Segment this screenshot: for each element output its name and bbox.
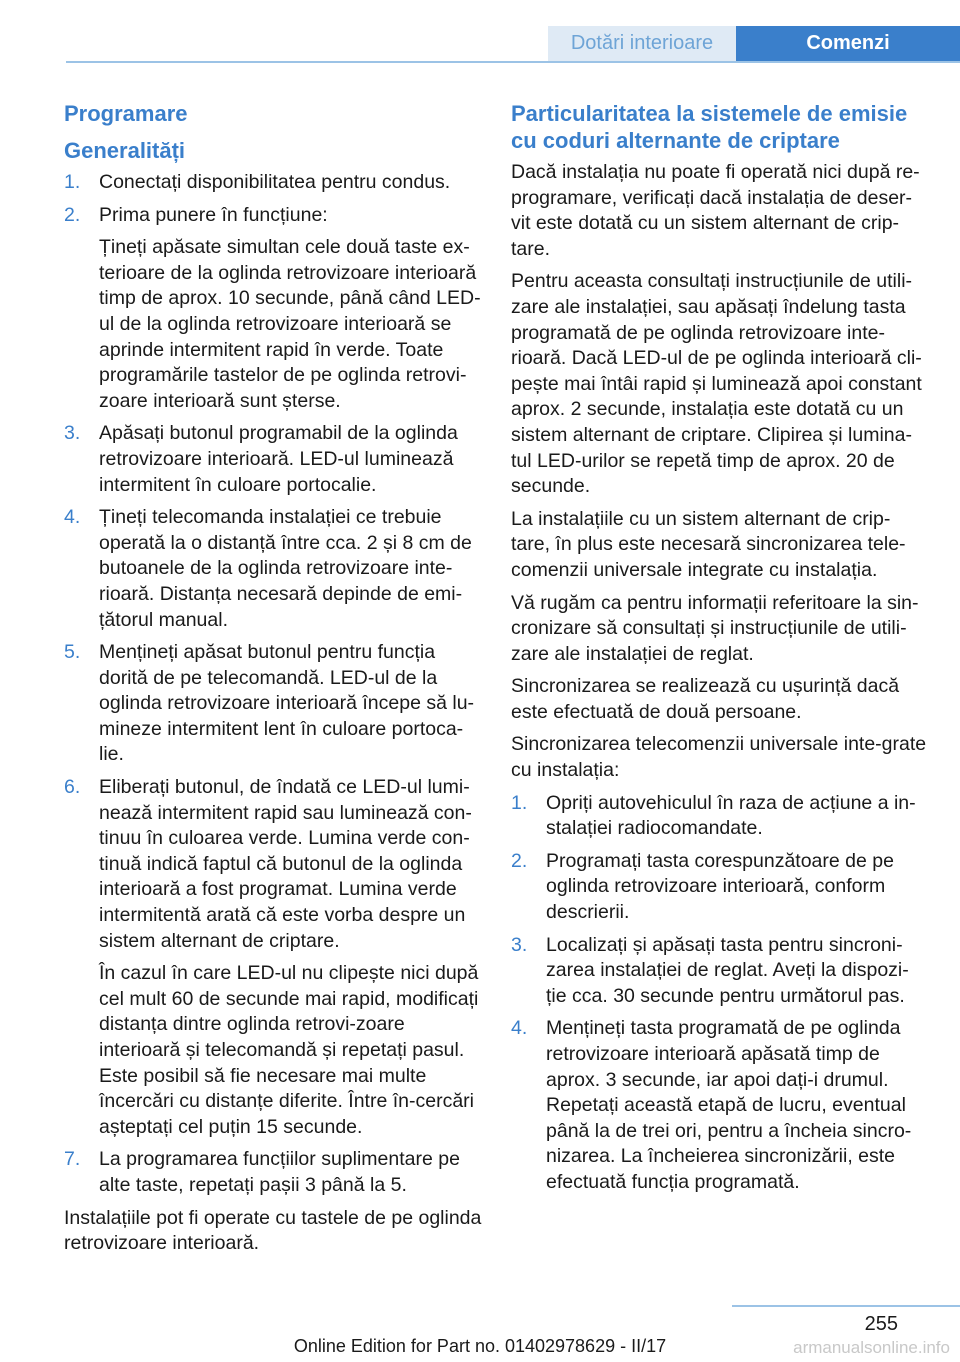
header-tab-section xyxy=(548,26,736,61)
header-tab-section-label: Dotări interioare xyxy=(570,32,714,54)
step-number: 6. xyxy=(64,776,81,799)
list-item xyxy=(64,170,482,196)
sync-steps xyxy=(511,791,929,1196)
step-text: Apăsați butonul programabil de la oglinda retrovizoare interioară. LED-ul luminează intermitent în culoare portocalie. xyxy=(99,422,458,496)
header-tab-active xyxy=(736,26,960,61)
step-text: Opriți autovehiculul în raza de acțiune a in-stalației radiocomandate. xyxy=(546,791,916,840)
step-note: În cazul în care LED-ul nu clipește nici după cel mult 60 de secunde mai rapid, modificați distanța dintre oglinda retrovi-zoare interioară și telecomandă și repetați pasul. Este posibil să fie necesare mai multe încercări cu distanțe diferite. Între în-cercări așteptați cel puțin 15 secunde. xyxy=(99,962,479,1138)
step-text: Țineți telecomanda instalației ce trebuie operată la o distanță între cca. 2 și 8 cm de butoanele de la oglinda retrovizoare inte-rioară. Distanța necesară depinde de emi-țătorul manual. xyxy=(99,506,472,631)
step-number: 3. xyxy=(511,933,528,956)
paragraph: Sincronizarea telecomenzii universale inte-grate cu instalația: xyxy=(511,733,927,782)
section-title: Particularitatea la sistemele de emisie cu coduri alternante de criptare xyxy=(511,101,908,153)
footer-rule xyxy=(732,1305,960,1307)
step-note: Țineți apăsate simultan cele două taste ex-terioare de la oglinda retrovizoare interioară timp de aprox. 10 secunde, până când LED-ul de la oglinda retrovizoare interioară se aprinde intermitent rapid în verde. Toate programările tastelor de pe oglinda retrovi-zoare interioară sunt șterse. xyxy=(99,236,481,412)
section-title: Programare xyxy=(64,101,188,126)
step-text: Prima punere în funcțiune: xyxy=(99,203,328,226)
paragraph: Vă rugăm ca pentru informații referitoare la sin-cronizare să consultați și instrucțiunile de utili-zare ale instalației de reglat. xyxy=(511,591,919,665)
header-tab-active-label: Comenzi xyxy=(806,32,890,54)
step-number: 1. xyxy=(64,171,81,193)
step-number: 2. xyxy=(511,849,528,872)
subsection-title: Generalități xyxy=(64,138,186,163)
step-number: 5. xyxy=(64,641,81,664)
paragraph: Sincronizarea se realizează cu ușurință dacă este efectuată de două persoane. xyxy=(511,675,900,723)
list-item xyxy=(64,421,482,498)
left-column xyxy=(64,100,482,1264)
closing-paragraph: Instalațiile pot fi operate cu tastele de pe oglinda retrovizoare interioară. xyxy=(64,1206,482,1255)
step-text: Mențineți tasta programată de pe oglinda retrovizoare interioară apăsată timp de aprox. 3 secunde, iar apoi dați-i drumul. Repetați această etapă de lucru, eventual până la de trei ori, pentru a încheia sincro-nizarea. La încheierea sincronizării, este efectuată funcția programată. xyxy=(546,1017,912,1193)
step-text: Eliberați butonul, de îndată ce LED-ul lumi-nează intermitent rapid sau luminează con-tinuu în culoarea verde. Lumina verde con-tinuă indică faptul că butonul de la oglinda interioară a fost programat. Lumina verde intermitentă arată că este vorba despre un sistem alternant de criptare. xyxy=(99,776,472,952)
list-item xyxy=(511,791,929,842)
list-item xyxy=(64,640,482,768)
list-item xyxy=(64,1147,482,1198)
step-text: Conectați disponibilitatea pentru condus. xyxy=(99,171,451,193)
list-item xyxy=(64,203,482,415)
step-number: 3. xyxy=(64,422,81,445)
list-item xyxy=(511,933,929,1010)
list-item xyxy=(64,775,482,1140)
step-number: 7. xyxy=(64,1148,81,1171)
step-text: Mențineți apăsat butonul pentru funcția dorită de pe telecomandă. LED-ul de la oglinda retrovizoare interioară începe să lu-mineze intermitent lent în culoare portoca-lie. xyxy=(99,641,475,766)
list-item xyxy=(64,505,482,633)
watermark: armanualsonline.info xyxy=(793,1338,950,1357)
header-rule xyxy=(66,61,960,63)
programming-steps xyxy=(64,170,482,1199)
step-text: La programarea funcțiilor suplimentare pe alte taste, repetați pașii 3 până la 5. xyxy=(99,1148,460,1196)
paragraph: La instalațiile cu un sistem alternant de crip-tare, în plus este necesară sincronizarea tele-comenzii universale integrate cu instalația. xyxy=(511,507,906,581)
paragraph: Dacă instalația nu poate fi operată nici după re-programare, verificați dacă instalația de deser-vit este dotată cu un sistem alternant de crip-tare. xyxy=(511,161,920,260)
step-number: 4. xyxy=(64,506,81,529)
step-number: 1. xyxy=(511,791,528,814)
page-number: 255 xyxy=(864,1313,898,1335)
right-column xyxy=(511,100,929,1203)
paragraph: Pentru aceasta consultați instrucțiunile de utili-zare ale instalației, sau apăsați îndelung tasta programată de pe oglinda retrovizoare inte-rioară. Dacă LED-ul de pe oglinda interioară cli-pește mai întâi rapid și luminează apoi constant aprox. 2 secunde, instalația este dotată cu un sistem alternant de criptare. Clipirea și lumina-tul LED-urilor se repetă timp de aprox. 20 de secunde. xyxy=(511,270,922,498)
step-text: Programați tasta corespunzătoare de pe oglinda retrovizoare interioară, conform descrierii. xyxy=(546,849,894,924)
edition-footer: Online Edition for Part no. 01402978629 - II/17 xyxy=(293,1336,667,1356)
step-number: 2. xyxy=(64,203,81,226)
list-item xyxy=(511,849,929,926)
step-number: 4. xyxy=(511,1017,528,1040)
step-text: Localizați și apăsați tasta pentru sincroni-zarea instalației de reglat. Aveți la dispozi-ție cca. 30 secunde pentru următorul pas. xyxy=(546,933,909,1007)
list-item xyxy=(511,1016,929,1195)
